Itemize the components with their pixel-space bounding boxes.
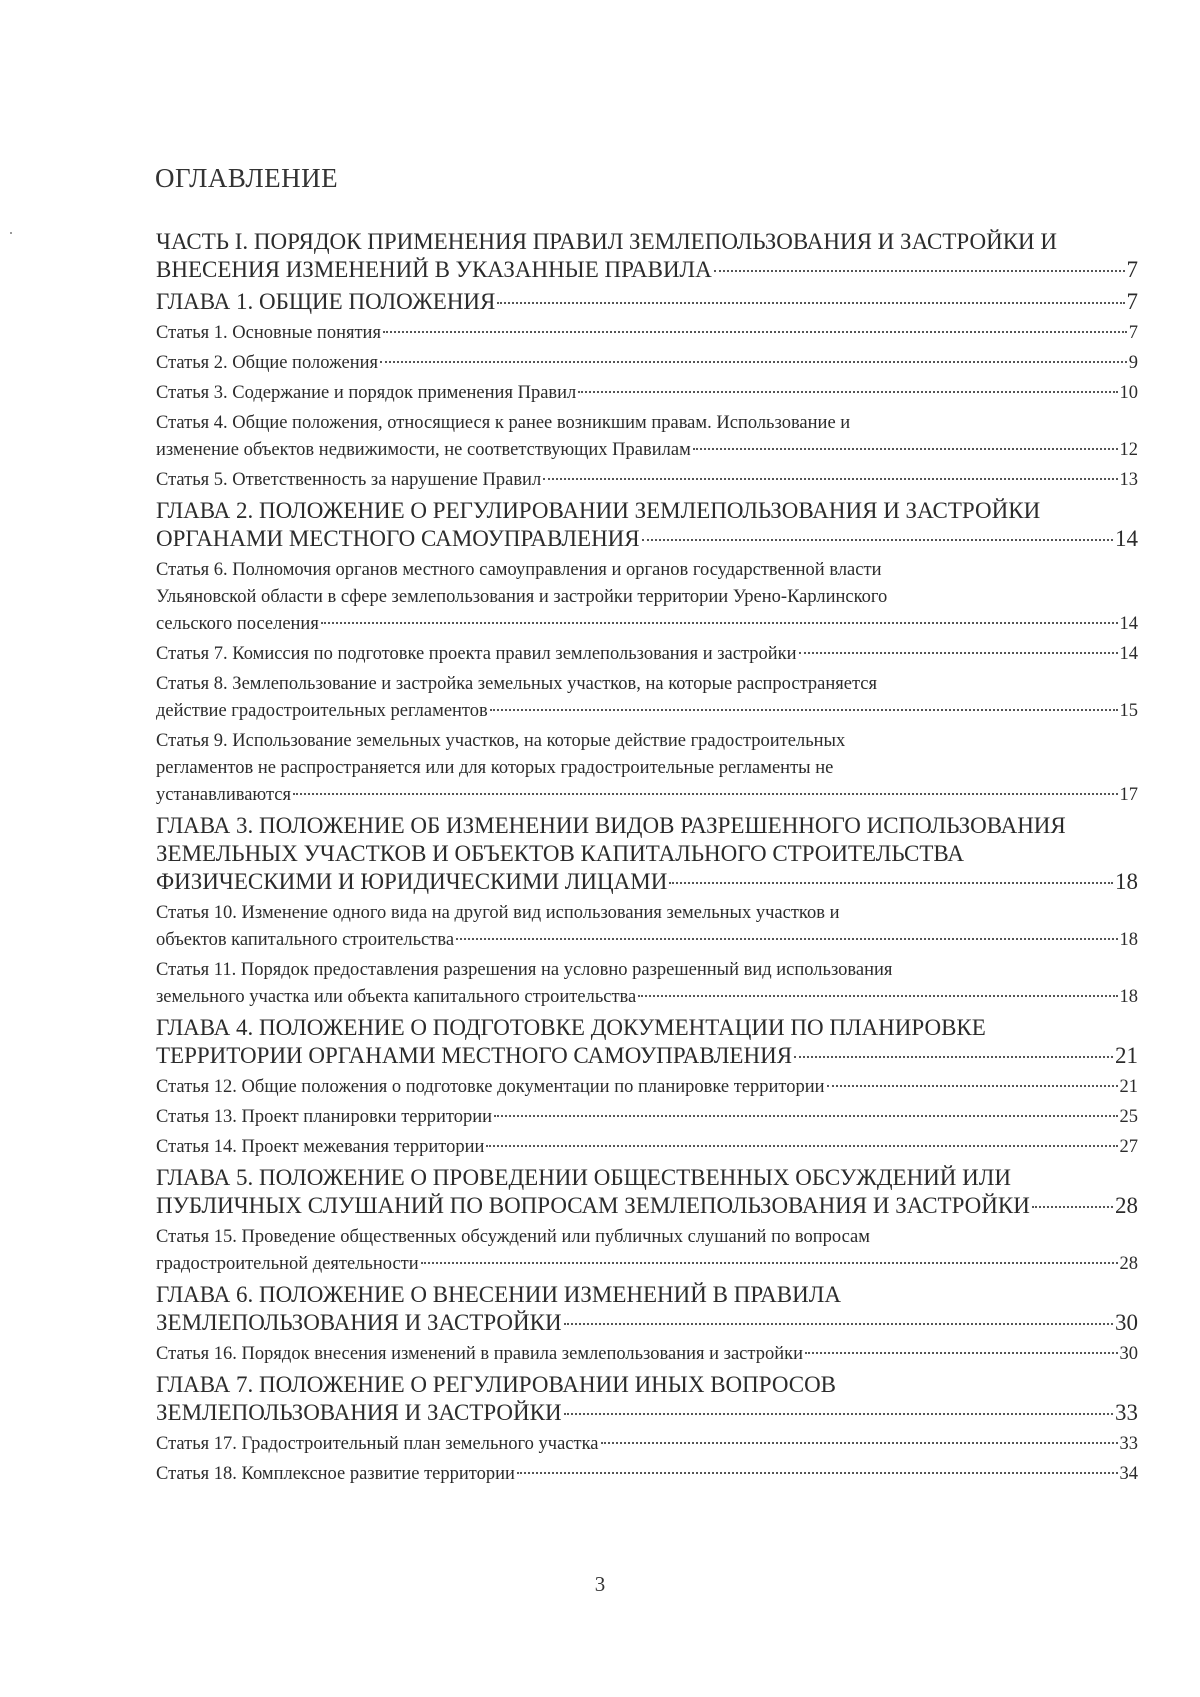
toc-entry-title: объектов капитального строительства <box>156 930 455 950</box>
toc-entry-line <box>156 1341 1138 1368</box>
toc-entry-line <box>156 1042 1138 1070</box>
dot-leader <box>486 1145 1117 1147</box>
toc-entry-article[interactable] <box>156 671 1138 725</box>
toc-entry-line <box>156 256 1138 284</box>
toc-entry-chapter[interactable] <box>156 812 1138 896</box>
toc-entry-title: изменение объектов недвижимости, не соответствующих Правилам <box>156 440 691 460</box>
toc-entry-title: ПУБЛИЧНЫХ СЛУШАНИЙ ПО ВОПРОСАМ ЗЕМЛЕПОЛЬЗОВАНИЯ И ЗАСТРОЙКИ <box>156 1193 1030 1218</box>
toc-entry-text-line: ГЛАВА 2. ПОЛОЖЕНИЕ О РЕГУЛИРОВАНИИ ЗЕМЛЕПОЛЬЗОВАНИЯ И ЗАСТРОЙКИ <box>156 498 1041 523</box>
toc-entry-article[interactable] <box>156 557 1138 638</box>
toc-entry-line <box>156 1309 1138 1337</box>
dot-leader <box>642 539 1113 541</box>
toc-entry-page: 25 <box>1119 1107 1138 1127</box>
dot-leader <box>383 331 1127 333</box>
toc-entry-title: Статья 17. Градостроительный план земельного участка <box>156 1434 599 1454</box>
toc-entry-line <box>156 1399 1138 1427</box>
toc-entry-line <box>156 380 1138 407</box>
toc-entry-page: 9 <box>1128 353 1138 373</box>
toc-entry-line <box>156 350 1138 377</box>
toc-entry-text-line: Статья 4. Общие положения, относящиеся к ранее возникшим правам. Использование и <box>156 413 851 433</box>
dot-leader <box>494 1115 1117 1117</box>
toc-entry-title: Статья 14. Проект межевания территории <box>156 1137 485 1157</box>
toc-entry-article[interactable] <box>156 380 1138 407</box>
toc-entry-page: 33 <box>1115 1400 1138 1425</box>
dot-leader <box>543 478 1117 480</box>
toc-entry-page: 13 <box>1119 470 1138 490</box>
toc-entry-title: Статья 2. Общие положения <box>156 353 379 373</box>
toc-entry-line <box>156 927 1138 954</box>
toc-entry-article[interactable] <box>156 1341 1138 1368</box>
toc-entry-title: ТЕРРИТОРИИ ОРГАНАМИ МЕСТНОГО САМОУПРАВЛЕНИЯ <box>156 1043 793 1068</box>
toc-entry-line <box>156 611 1138 638</box>
toc-entry-line <box>156 1431 1138 1458</box>
toc-entry-page: 33 <box>1119 1434 1138 1454</box>
dot-leader <box>321 622 1118 624</box>
dot-leader <box>497 302 1124 304</box>
toc-entry-title: Статья 18. Комплексное развитие территории <box>156 1464 515 1484</box>
toc-entry-title: Статья 16. Порядок внесения изменений в правила землепользования и застройки <box>156 1344 803 1364</box>
toc-entry-title: земельного участка или объекта капитального строительства <box>156 987 637 1007</box>
toc-entry-line <box>156 467 1138 494</box>
dot-leader <box>456 938 1117 940</box>
toc-entry-article[interactable] <box>156 1134 1138 1161</box>
scan-speck <box>10 232 12 234</box>
dot-leader <box>490 709 1118 711</box>
toc-entry-page: 28 <box>1119 1254 1138 1274</box>
toc-entry-text-line: Ульяновской области в сфере землепользования и застройки территории Урено-Карлинского <box>156 587 888 607</box>
toc-entry-title: действие градостроительных регламентов <box>156 701 488 721</box>
toc-entry-title: Статья 3. Содержание и порядок применения Правил <box>156 383 577 403</box>
toc-entry-line <box>156 984 1138 1011</box>
dot-leader <box>578 391 1117 393</box>
toc-entry-line <box>156 698 1138 725</box>
toc-entry-title: ЗЕМЛЕПОЛЬЗОВАНИЯ И ЗАСТРОЙКИ <box>156 1400 562 1425</box>
toc-entry-text-line: Статья 10. Изменение одного вида на другой вид использования земельных участков и <box>156 903 840 923</box>
dot-leader <box>380 361 1127 363</box>
dot-leader <box>1032 1206 1113 1208</box>
toc-entry-text-line: ГЛАВА 3. ПОЛОЖЕНИЕ ОБ ИЗМЕНЕНИИ ВИДОВ РАЗРЕШЕННОГО ИСПОЛЬЗОВАНИЯ <box>156 813 1066 838</box>
toc-entry-page: 34 <box>1119 1464 1138 1484</box>
dot-leader <box>638 995 1117 997</box>
dot-leader <box>714 270 1125 272</box>
dot-leader <box>805 1352 1118 1354</box>
dot-leader <box>799 652 1118 654</box>
dot-leader <box>564 1413 1113 1415</box>
toc-entry-title: градостроительной деятельности <box>156 1254 419 1274</box>
toc-entry-article[interactable] <box>156 1224 1138 1278</box>
toc-entry-page: 14 <box>1119 644 1138 664</box>
toc-entry-page: 28 <box>1115 1193 1138 1218</box>
toc-entry-title: сельского поселения <box>156 614 319 634</box>
toc-entry-page: 27 <box>1119 1137 1138 1157</box>
toc-entry-line <box>156 320 1138 347</box>
toc-entry-article[interactable] <box>156 1431 1138 1458</box>
toc-entry-title: ФИЗИЧЕСКИМИ И ЮРИДИЧЕСКИМИ ЛИЦАМИ <box>156 869 668 894</box>
toc-entry-chapter[interactable] <box>156 1371 1138 1427</box>
toc-entry-title: Статья 1. Основные понятия <box>156 323 381 343</box>
toc-entry-page: 30 <box>1119 1344 1138 1364</box>
toc-entry-title: ВНЕСЕНИЯ ИЗМЕНЕНИЙ В УКАЗАННЫЕ ПРАВИЛА <box>156 257 712 282</box>
dot-leader <box>421 1262 1118 1264</box>
toc-entry-chapter[interactable] <box>156 1281 1138 1337</box>
toc-entry-article[interactable] <box>156 350 1138 377</box>
toc-entry-article[interactable] <box>156 1461 1138 1488</box>
toc-entry-text-line: регламентов не распространяется или для которых градостроительные регламенты не <box>156 758 834 778</box>
toc-entry-text-line: Статья 6. Полномочия органов местного самоуправления и органов государственной власти <box>156 560 882 580</box>
toc-entry-page: 18 <box>1115 869 1138 894</box>
toc-entry-title: ГЛАВА 1. ОБЩИЕ ПОЛОЖЕНИЯ <box>156 289 496 314</box>
toc-entry-page: 14 <box>1115 526 1138 551</box>
toc-entry-title: ЗЕМЛЕПОЛЬЗОВАНИЯ И ЗАСТРОЙКИ <box>156 1310 562 1335</box>
toc-entry-title: Статья 7. Комиссия по подготовке проекта правил землепользования и застройки <box>156 644 797 664</box>
toc-entry-line <box>156 1104 1138 1131</box>
dot-leader <box>827 1085 1118 1087</box>
toc-entry-line <box>156 437 1138 464</box>
toc-entry-page: 7 <box>1128 323 1138 343</box>
toc-entry-chapter[interactable] <box>156 1014 1138 1070</box>
toc-entry-page: 10 <box>1119 383 1138 403</box>
toc-entry-line <box>156 1134 1138 1161</box>
toc-entry-line <box>156 1074 1138 1101</box>
toc-entry-text-line: ГЛАВА 6. ПОЛОЖЕНИЕ О ВНЕСЕНИИ ИЗМЕНЕНИЙ В ПРАВИЛА <box>156 1282 841 1307</box>
dot-leader <box>564 1323 1113 1325</box>
toc-entry-article[interactable] <box>156 410 1138 464</box>
toc-entry-page: 7 <box>1126 257 1138 282</box>
dot-leader <box>601 1442 1118 1444</box>
toc-entry-chapter[interactable] <box>156 288 1138 316</box>
table-of-contents <box>156 228 1138 1491</box>
toc-entry-page: 14 <box>1119 614 1138 634</box>
toc-entry-text-line: Статья 15. Проведение общественных обсуждений или публичных слушаний по вопросам <box>156 1227 870 1247</box>
dot-leader <box>693 448 1118 450</box>
dot-leader <box>794 1056 1113 1058</box>
toc-entry-article[interactable] <box>156 957 1138 1011</box>
toc-entry-chapter[interactable] <box>156 497 1138 553</box>
toc-entry-article[interactable] <box>156 900 1138 954</box>
toc-entry-line <box>156 288 1138 316</box>
toc-entry-page: 17 <box>1119 785 1138 805</box>
toc-entry-article[interactable] <box>156 1074 1138 1101</box>
dot-leader <box>293 793 1117 795</box>
toc-entry-title: устанавливаются <box>156 785 292 805</box>
toc-entry-text-line: ГЛАВА 7. ПОЛОЖЕНИЕ О РЕГУЛИРОВАНИИ ИНЫХ ВОПРОСОВ <box>156 1372 837 1397</box>
toc-entry-line <box>156 641 1138 668</box>
toc-entry-page: 21 <box>1115 1043 1138 1068</box>
toc-entry-chapter[interactable] <box>156 1164 1138 1220</box>
toc-entry-line <box>156 868 1138 896</box>
toc-entry-title: Статья 5. Ответственность за нарушение Правил <box>156 470 542 490</box>
toc-entry-article[interactable] <box>156 320 1138 347</box>
toc-entry-title: ОРГАНАМИ МЕСТНОГО САМОУПРАВЛЕНИЯ <box>156 526 640 551</box>
toc-entry-page: 30 <box>1115 1310 1138 1335</box>
toc-entry-line <box>156 525 1138 553</box>
dot-leader <box>669 882 1113 884</box>
toc-entry-title: Статья 12. Общие положения о подготовке документации по планировке территории <box>156 1077 825 1097</box>
toc-entry-page: 21 <box>1119 1077 1138 1097</box>
toc-entry-page: 18 <box>1119 930 1138 950</box>
toc-entry-text-line: Статья 8. Землепользование и застройка земельных участков, на которые распространяется <box>156 674 878 694</box>
toc-entry-text-line: ЧАСТЬ I. ПОРЯДОК ПРИМЕНЕНИЯ ПРАВИЛ ЗЕМЛЕПОЛЬЗОВАНИЯ И ЗАСТРОЙКИ И <box>156 229 1058 254</box>
toc-entry-article[interactable] <box>156 467 1138 494</box>
dot-leader <box>517 1472 1118 1474</box>
toc-entry-text-line: ГЛАВА 4. ПОЛОЖЕНИЕ О ПОДГОТОВКЕ ДОКУМЕНТАЦИИ ПО ПЛАНИРОВКЕ <box>156 1015 986 1040</box>
toc-entry-line <box>156 1192 1138 1220</box>
page-number: 3 <box>594 1572 606 1596</box>
toc-entry-part[interactable] <box>156 228 1138 284</box>
toc-entry-text-line: Статья 9. Использование земельных участков, на которые действие градостроительных <box>156 731 846 751</box>
toc-entry-line <box>156 1461 1138 1488</box>
toc-entry-page: 15 <box>1119 701 1138 721</box>
toc-entry-page: 12 <box>1119 440 1138 460</box>
toc-entry-text-line: Статья 11. Порядок предоставления разрешения на условно разрешенный вид использования <box>156 960 893 980</box>
toc-entry-page: 7 <box>1126 289 1138 314</box>
toc-entry-title: Статья 13. Проект планировки территории <box>156 1107 493 1127</box>
toc-entry-page: 18 <box>1119 987 1138 1007</box>
toc-entry-text-line: ГЛАВА 5. ПОЛОЖЕНИЕ О ПРОВЕДЕНИИ ОБЩЕСТВЕННЫХ ОБСУЖДЕНИЙ ИЛИ <box>156 1165 1011 1190</box>
toc-entry-article[interactable] <box>156 1104 1138 1131</box>
toc-entry-article[interactable] <box>156 728 1138 809</box>
toc-entry-line <box>156 782 1138 809</box>
toc-entry-line <box>156 1251 1138 1278</box>
toc-entry-text-line: ЗЕМЕЛЬНЫХ УЧАСТКОВ И ОБЪЕКТОВ КАПИТАЛЬНОГО СТРОИТЕЛЬСТВА <box>156 841 964 866</box>
page-title: ОГЛАВЛЕНИЕ <box>155 163 339 193</box>
toc-entry-article[interactable] <box>156 641 1138 668</box>
